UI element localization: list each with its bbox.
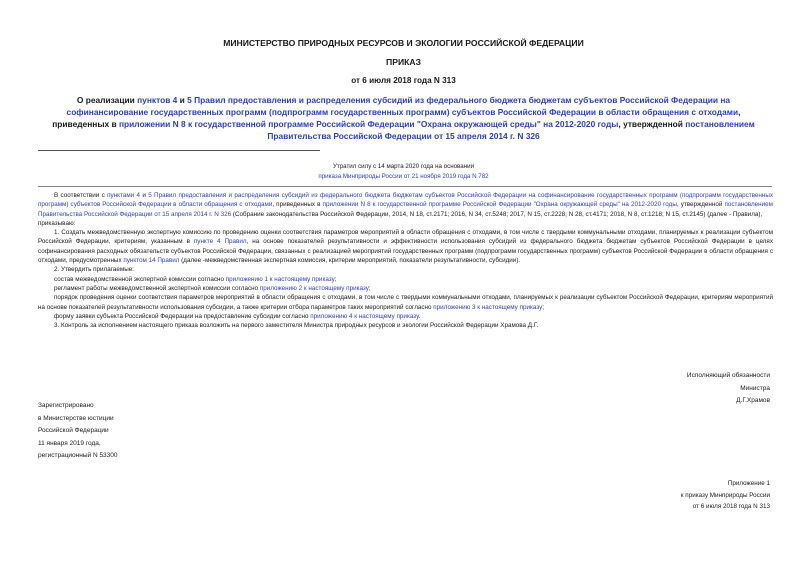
document-title — [50, 94, 757, 142]
item-2-a: состав межведомственной экспертной комиссии согласно приложению 1 к настоящему приказу; — [54, 275, 337, 283]
preamble-paragraph — [38, 191, 773, 219]
preamble-text: и — [140, 192, 149, 199]
item-2-intro: 2. Утвердить прилагаемые: — [54, 266, 134, 274]
organization-name: МИНИСТЕРСТВО ПРИРОДНЫХ РЕСУРСОВ И ЭКОЛОГИИ РОССИЙСКОЙ ФЕДЕРАЦИИ — [223, 38, 584, 48]
divider-short — [38, 150, 320, 151]
document-type: ПРИКАЗ — [386, 57, 421, 67]
divider-long — [38, 186, 772, 187]
signature-block — [687, 370, 770, 408]
title-link-government-decree[interactable]: постановлением Правительства Российской Федерации от 15 апреля 2014 г. N 326 — [267, 119, 755, 141]
preamble-link-point-5-rules[interactable]: 5 Правил предоставления и распределения субсидий из федерального бюджета бюджетам субъектов Российской Федерации на софинансирование государственных программ (подпрограмм государственных программ) субъектов Российской Федерации в области обращения с отходами — [38, 192, 774, 209]
registration-line: Зарегистрировано — [38, 402, 94, 409]
appendix-2-link[interactable]: приложению 2 к настоящему приказу — [259, 284, 369, 292]
registration-block — [38, 400, 118, 463]
item-1-text: (далее -межведомственная экспертная комиссия, критерии мероприятий, показатели результативности, субсидии). — [179, 257, 521, 265]
item-2-b-text: регламент работы межведомственной экспертной комиссии согласно — [54, 284, 260, 292]
preamble-text: В соответствии с — [54, 192, 108, 199]
order-word: приказываю: — [38, 219, 76, 227]
preamble-link-appendix-8[interactable]: приложении N 8 к государственной программе Российской Федерации "Охрана окружающей среды" на 2012-2020 годы — [322, 201, 677, 209]
appendix-4-link[interactable]: приложению 4 к настоящему приказу — [310, 312, 419, 320]
signature-position: Исполняющий обязанности — [686, 372, 770, 379]
item-2-b: регламент работы межведомственной экспертной комиссии согласно приложению 2 к настоящему приказу; — [54, 284, 371, 292]
appendix-1-link[interactable]: приложению 1 к настоящему приказу — [225, 275, 335, 283]
preamble-text: , приведенных в — [272, 201, 323, 209]
lost-force-text: Утратил силу с 14 марта 2020 года на основании — [332, 163, 475, 170]
signature-title: Министра — [740, 384, 770, 392]
document-body — [38, 191, 773, 330]
item-2-a-text: состав межведомственной экспертной комиссии согласно — [54, 275, 226, 283]
title-link-point-4[interactable]: пунктов 4 — [137, 95, 178, 105]
document-date-number: от 6 июля 2018 года N 313 — [351, 76, 456, 85]
title-link-point-5-rules[interactable]: 5 Правил предоставления и распределения субсидий из федерального бюджета бюджетам субъектов Российской Федерации на софинансирование государственных программ (подпрограмм государственных программ) субъектов Российской Федерации в области обращения с отходами — [66, 95, 739, 117]
title-text: , приведенных в — [52, 107, 741, 129]
item-1-paragraph — [38, 228, 773, 265]
title-link-appendix-8[interactable]: приложении N 8 к государственной программе Российской Федерации "Охрана окружающей среды" на 2012-2020 годы — [118, 119, 619, 129]
title-text: , утвержденной — [618, 119, 686, 129]
appendix-3-link[interactable]: приложению 3 к настоящему приказу — [433, 303, 543, 311]
item-1-text: 1. Создать межведомственную экспертную комиссию по проведению оценки соответствия параметров мероприятий в области обращения с отходами, в том числе с твердыми коммунальными отходами, планируемых к реализации субъектом Российской Федерации, критериям, указанным в — [38, 229, 773, 246]
registration-number: регистрационный N 53300 — [38, 452, 118, 459]
preamble-text: , утвержденной — [676, 201, 725, 209]
appendix-date: от 6 июля 2018 года N 313 — [692, 503, 770, 510]
item-2-d-text: форму заявки субъекта Российской Федерации на предоставление субсидии согласно — [54, 312, 311, 320]
item-2-c-text: порядок проведения оценки соответствия параметров мероприятий в области обращения с отходами, в том числе с твердыми коммунальными отходами, планируемых к реализации субъектом Российской Федерации, критериям мероприятий на основе показателей результативности использования субсидии, а также критерии отбора параметров таких мероприятий согласно — [38, 294, 773, 311]
preamble-link-points-4[interactable]: пунктами 4 — [107, 192, 141, 199]
item-2-d: форму заявки субъекта Российской Федерации на предоставление субсидии согласно приложению 4 к настоящему приказу. — [54, 312, 421, 320]
appendix-ref: к приказу Минприроды России — [680, 491, 770, 499]
registration-date: 11 января 2019 года, — [38, 439, 101, 447]
item-1-text: , на основе показателей результативности и эффективности использования субсидий из федерального бюджета бюджетам субъектов Российской Федерации в целях софинансирования расходных обязательств субъектов Российской Федерации, связанных с реализацией мероприятий государственных программ (подпрограмм государственных программ) субъектов Российской Федерации в области обращения с отходами, предусмотренных — [38, 238, 773, 265]
preamble-text: (Собрание законодательства Российской Федерации, 2014, N 18, ст.2171; 2016, N 34, ст.5248; 2017, N 15, ст.2228; N 28, ст.4171; 2018, N 8, ст.1218; N 15, ст.2145) (далее - Правила), — [231, 210, 763, 218]
title-text: и — [177, 95, 188, 105]
preamble-link-government-decree[interactable]: постановлением Правительства Российской Федерации от 15 апреля 2014 г. N 326 — [38, 201, 774, 218]
signature-name: Д.Г.Храмов — [736, 397, 770, 404]
registration-line: Российской Федерации — [38, 427, 109, 434]
appendix-title: Приложение 1 — [727, 480, 770, 487]
lost-force-link[interactable]: приказа Минприроды России от 21 ноября 2019 года N 782 — [318, 173, 489, 180]
lost-force-note — [0, 162, 807, 182]
item-3-paragraph: 3. Контроль за исполнением настоящего приказа возложить на первого заместителя Министра природных ресурсов и экологии Российской Федерации Храмова Д.Г. — [54, 322, 539, 330]
item-2-c: порядок проведения оценки соответствия параметров мероприятий в области обращения с отходами, в том числе с твердыми коммунальными отходами, планируемых к реализации субъектом Российской Федерации, критериям мероприятий на основе показателей результативности использования субсидии, а также критерии отбора параметров таких мероприятий согласно приложению 3 к настоящему приказу; — [38, 294, 773, 311]
registration-line: в Министерстве юстиции — [38, 414, 114, 422]
item-1-link-point-4-rules[interactable]: пункте 4 Правил — [193, 238, 247, 246]
item-1-link-point-14-rules[interactable]: пунктом 14 Правил — [123, 257, 180, 265]
appendix-header — [681, 478, 770, 513]
title-text: О реализации — [76, 95, 138, 105]
